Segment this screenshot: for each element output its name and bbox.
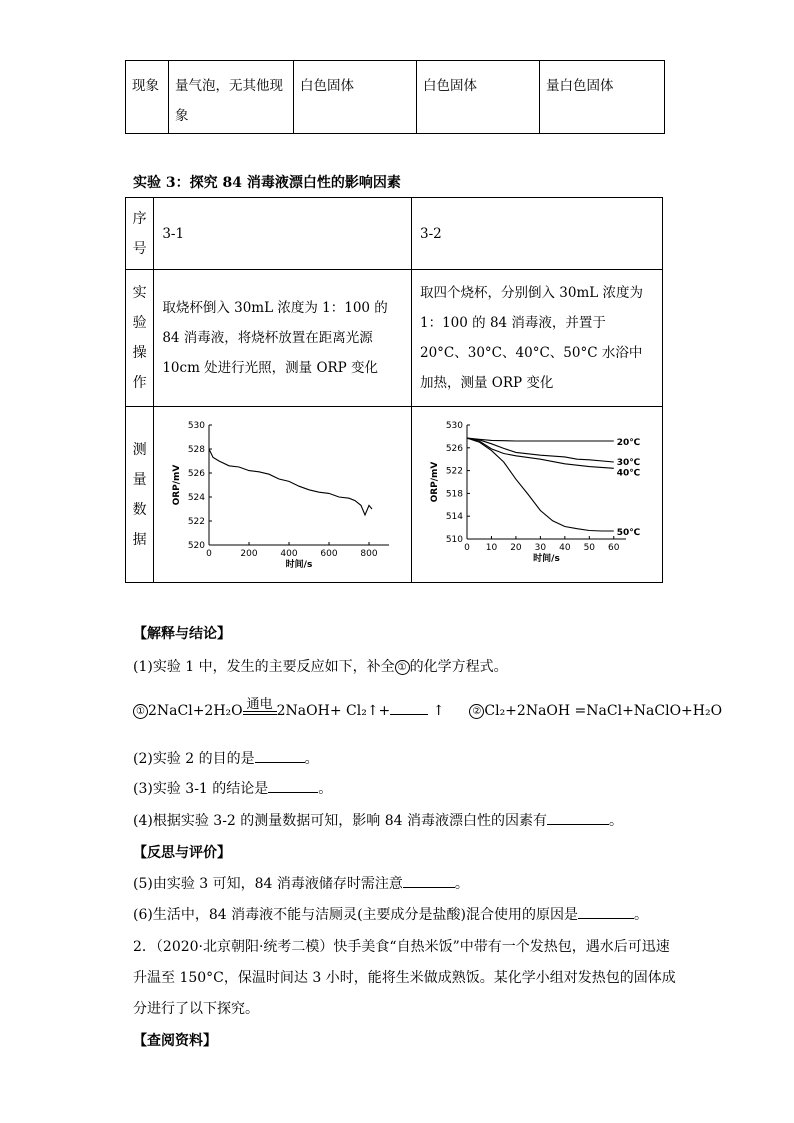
y-tick-label: 528 xyxy=(188,444,206,455)
series-line xyxy=(209,449,372,515)
header-label: 序 号 xyxy=(126,198,154,270)
y-axis-label: ORP/mV xyxy=(172,464,183,505)
y-tick-label: 530 xyxy=(445,420,463,431)
y-tick-label: 526 xyxy=(188,468,206,479)
x-tick-label: 400 xyxy=(280,548,298,559)
series-line xyxy=(467,438,614,531)
chart-cell-3-1 xyxy=(154,407,412,583)
data-label: 测 量 数 据 xyxy=(126,407,154,583)
orp-chart-3-1 xyxy=(154,408,404,578)
exp-id-3-1: 3-1 xyxy=(154,198,412,270)
y-tick-label: 520 xyxy=(188,540,206,551)
x-tick-label: 40 xyxy=(559,542,571,553)
x-tick-label: 0 xyxy=(464,542,470,553)
x-axis-label: 时间/s xyxy=(286,559,313,570)
x-tick-label: 200 xyxy=(240,548,258,559)
section-reference: 【查阅资料】 xyxy=(133,1033,217,1049)
observation-cell: 量白色固体 xyxy=(540,61,665,134)
section-explanation: 【解释与结论】 xyxy=(133,626,231,642)
eq1-left: 2NaCl+2H₂O xyxy=(148,703,243,719)
series-label: 40℃ xyxy=(616,467,641,478)
series-line xyxy=(467,438,614,462)
x-tick-label: 800 xyxy=(360,548,378,559)
question-6: (6)生活中，84 消毒液不能与洁厕灵(主要成分是盐酸)混合使用的原因是 。 xyxy=(133,904,648,924)
x-tick-label: 600 xyxy=(320,548,338,559)
section-reflection: 【反思与评价】 xyxy=(133,845,231,861)
exp3-table xyxy=(125,197,663,583)
x-tick-label: 50 xyxy=(583,542,596,553)
operation-3-2: 取四个烧杯，分别倒入 30mL 浓度为 1：100 的 84 消毒液，并置于 20°C、30°C、40°C、50°C 水浴中加热，测量 ORP 变化 xyxy=(412,270,663,407)
observation-cell: 白色固体 xyxy=(294,61,417,134)
y-tick-label: 526 xyxy=(445,443,463,454)
question-1: (1)实验 1 中，发生的主要反应如下，补全 ① 的化学方程式。 xyxy=(133,659,508,675)
answer-blank-6[interactable] xyxy=(578,904,634,919)
answer-blank-3[interactable] xyxy=(268,778,318,793)
series-label: 20℃ xyxy=(616,437,641,448)
problem-2-line-2: 升温至 150°C，保温时间达 3 小时，能将生米做成熟饭。某化学小组对发热包的固体成 xyxy=(133,970,676,986)
equations: ① 2NaCl+2H₂O 通电 2NaOH+ Cl₂↑+ ↑ ② Cl₂+2NaOH =NaCl+NaClO+H₂O xyxy=(133,700,722,719)
eq1-blank[interactable] xyxy=(390,700,428,715)
exp3-title: 实验 3：探究 84 消毒液漂白性的影响因素 xyxy=(133,175,401,191)
operation-label: 实 验 操 作 xyxy=(126,270,154,407)
question-2: (2)实验 2 的目的是 。 xyxy=(133,748,319,768)
question-3: (3)实验 3-1 的结论是 。 xyxy=(133,778,332,798)
x-tick-label: 30 xyxy=(534,542,547,553)
observation-cell: 量气泡，无其他现象 xyxy=(169,61,294,134)
y-tick-label: 522 xyxy=(445,466,463,477)
y-tick-label: 514 xyxy=(445,511,463,522)
answer-blank-5[interactable] xyxy=(403,873,455,888)
series-line xyxy=(467,438,614,441)
y-tick-label: 530 xyxy=(188,420,206,431)
x-axis-label: 时间/s xyxy=(533,553,560,564)
problem-2-line-3: 分进行了以下探究。 xyxy=(133,1001,259,1017)
orp-chart-3-2 xyxy=(412,408,662,578)
operation-3-1: 取烧杯倒入 30mL 浓度为 1：100 的 84 消毒液，将烧杯放置在距离光源 10cm 处进行光照，测量 ORP 变化 xyxy=(154,270,412,407)
x-tick-label: 0 xyxy=(206,548,213,559)
answer-blank-4[interactable] xyxy=(547,810,609,825)
observation-table xyxy=(125,60,665,134)
y-tick-label: 518 xyxy=(445,488,463,499)
y-axis-label: ORP/mV xyxy=(430,461,440,502)
observation-cell: 白色固体 xyxy=(417,61,540,134)
y-tick-label: 522 xyxy=(188,516,206,527)
question-5: (5)由实验 3 可知，84 消毒液储存时需注意 。 xyxy=(133,873,469,893)
x-tick-label: 10 xyxy=(485,542,498,553)
problem-2-line-1: 2．（2020·北京朝阳·统考二模）快手美食“自热米饭”中带有一个发热包，遇水后可迅速 xyxy=(133,939,670,955)
observation-row-label: 现象 xyxy=(126,61,169,134)
series-label: 30℃ xyxy=(616,457,641,468)
answer-blank-2[interactable] xyxy=(255,748,305,763)
y-tick-label: 510 xyxy=(445,534,463,545)
exp-id-3-2: 3-2 xyxy=(412,198,663,270)
question-4: (4)根据实验 3-2 的测量数据可知，影响 84 消毒液漂白性的因素有 。 xyxy=(133,810,623,830)
eq1-condition: 通电 xyxy=(243,709,277,715)
chart-cell-3-2 xyxy=(412,407,663,583)
x-tick-label: 60 xyxy=(608,542,620,553)
eq2: Cl₂+2NaOH =NaCl+NaClO+H₂O xyxy=(484,703,723,719)
x-tick-label: 20 xyxy=(510,542,522,553)
series-label: 50℃ xyxy=(616,527,641,538)
y-tick-label: 524 xyxy=(188,492,206,503)
